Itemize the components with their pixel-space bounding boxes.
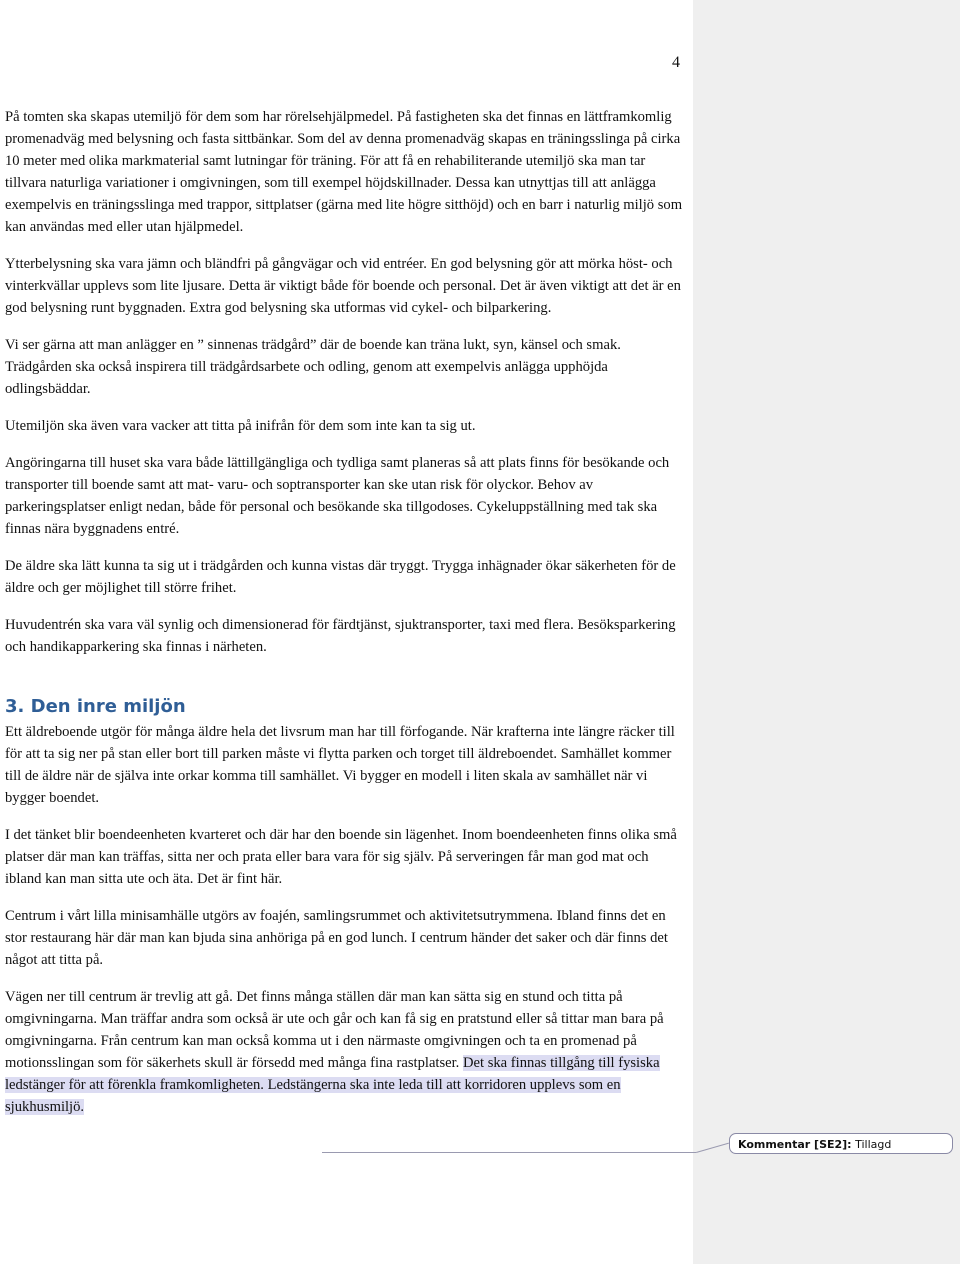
paragraph-text: Vägen ner till centrum är trevlig att gå. Det finns många ställen där man kan sätta sig en stund och titta på omgivningarna. Man träffar andra som också är ute och går och kan få sig en pratstund eller så tittar man bara på omgivningarna. Från centrum kan man också komma ut i den närmaste omgivningen och ta en promenad på motionsslingan som för säkerhets skull är försedd med många fina rastplatser. [5, 989, 664, 1071]
paragraph: Vi ser gärna att man anlägger en ” sinnenas trädgård” där de boende kan träna lukt, syn, känsel och smak. Trädgården ska också inspirera till trädgårdsarbete och odling, genom att exempelvis anlägga upphöjda odlingsbäddar. [5, 337, 621, 397]
paragraph: På tomten ska skapas utemiljö för dem som har rörelsehjälpmedel. På fastigheten ska det finnas en lättframkomlig promenadväg med belysning och fasta sittbänkar. Som del av denna promenadväg skapas en träningsslinga på cirka 10 meter med olika markmaterial samt lutningar för träning. För att få en rehabiliterande utemiljö ska man tar tillvara naturliga variationer i omgivningen, som till exempel höjdskillnader. Dessa kan utnyttjas till att anlägga exempelvis en träningsslinga med trappor, sittplatser (gärna med lite högre sitthöjd) och en barr i naturlig miljö som kan användas med eller utan hjälpmedel. [5, 109, 683, 235]
comment-margin-pane [693, 0, 960, 1264]
paragraph: De äldre ska lätt kunna ta sig ut i trädgården och kunna vistas där tryggt. Trygga inhägnader ökar säkerheten för de äldre och ger möjlighet till större frihet. [5, 558, 676, 596]
document-body [5, 106, 685, 1133]
comment-balloon[interactable] [729, 1133, 953, 1154]
comment-label: Kommentar [SE2]: [738, 1138, 852, 1151]
paragraph: Angöringarna till huset ska vara både lättillgängliga och tydliga samt planeras så att plats finns för besökande och transporter till boende samt att mat- varu- och soptransporter kan ske utan risk för olyckor. Behov av parkeringsplatser enligt nedan, både för personal och besökande ska tillgodoses. Cykeluppställning med tak ska finnas nära byggnadens entré. [5, 455, 670, 537]
paragraph: Ett äldreboende utgör för många äldre hela det livsrum man har till förfogande. När krafterna inte längre räcker till för att ta sig ner på stan eller bort till parken måste vi flytta parken och torget till äldreboendet. Samhället kommer till de äldre när de själva inte orkar komma till samhället. Vi bygger en modell i liten skala av samhället när vi bygger boendet. [5, 724, 675, 806]
section-heading: 3. Den inre miljön [5, 696, 186, 717]
paragraph: Huvudentrén ska vara väl synlig och dimensionerad för färdtjänst, sjuktransporter, taxi med flera. Besöksparkering och handikapparkering ska finnas i närheten. [5, 617, 676, 655]
paragraph: I det tänket blir boendeenheten kvarteret och där har den boende sin lägenhet. Inom boendeenheten finns olika små platser där man kan träffas, sitta ner och prata eller bara vara för sig själv. På serveringen får man god mat och ibland kan man sitta ute och äta. Det är fint här. [5, 827, 677, 887]
paragraph: Centrum i vårt lilla minisamhälle utgörs av foajén, samlingsrummet och aktivitetsutrymmena. Ibland finns det en stor restaurang här där man kan bjuda sina anhöriga på en god lunch. I centrum händer det saker och där finns det något att titta på. [5, 908, 668, 968]
paragraph-with-tracked-change [5, 986, 685, 1118]
comment-connector-line [322, 1152, 696, 1153]
page-number: 4 [672, 54, 680, 71]
highlighted-inserted-text[interactable]: Det ska finnas tillgång till fysiska ledstänger för att förenkla framkomligheten. Ledstängerna ska inte leda till att korridoren upplevs som en sjukhusmiljö. [5, 1055, 660, 1115]
comment-text: Tillagd [851, 1138, 892, 1151]
paragraph: Utemiljön ska även vara vacker att titta på inifrån för dem som inte kan ta sig ut. [5, 418, 476, 434]
paragraph: Ytterbelysning ska vara jämn och bländfri på gångvägar och vid entréer. En god belysning gör att mörka höst- och vinterkvällar upplevs som lite ljusare. Detta är viktigt både för boende och personal. Det är även viktigt att det är en god belysning runt byggnaden. Extra god belysning ska utformas vid cykel- och bilparkering. [5, 256, 681, 316]
